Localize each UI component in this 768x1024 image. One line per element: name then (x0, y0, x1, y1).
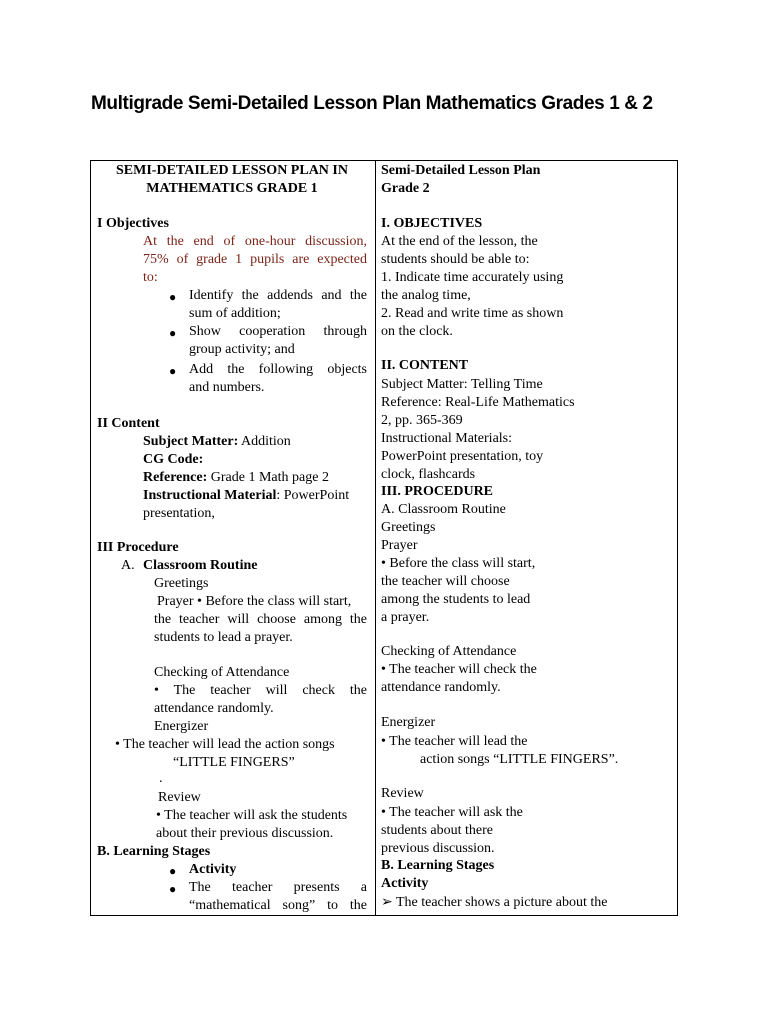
grade1-activity-label: Activity (189, 862, 237, 877)
grade1-routine-letter: A. (121, 558, 135, 573)
grade2-objective-line-5: 2. Read and write time as shown (381, 306, 564, 321)
bullet-icon: ● (169, 326, 177, 340)
grade2-procedure-line-3: Prayer (381, 538, 418, 553)
grade2-review-line-3: students about there (381, 823, 493, 838)
grade1-objective-1-a: Identify the addends and the (189, 288, 367, 303)
grade2-procedure-line-6: among the students to lead (381, 592, 531, 607)
grade1-instructional-material (143, 487, 349, 505)
grade1-objectives-intro-3: to: (143, 270, 158, 285)
grade2-energizer-line-3: action songs “LITTLE FINGERS”. (420, 752, 619, 767)
grade2-procedure-line-1: A. Classroom Routine (381, 502, 506, 517)
grade1-prayer-3: students to lead a prayer. (154, 630, 293, 645)
grade1-objective-2-b: group activity; and (189, 342, 295, 357)
grade2-heading-line1: Semi-Detailed Lesson Plan (381, 163, 541, 178)
grade2-content-line-4: Instructional Materials: (381, 431, 513, 446)
grade2-activity-heading: Activity (381, 876, 429, 891)
grade2-heading-line2: Grade 2 (381, 181, 430, 196)
grade1-activity-1: The teacher presents a (189, 880, 367, 895)
grade1-heading-line1: SEMI-DETAILED LESSON PLAN IN (116, 163, 348, 178)
grade1-attendance-heading: Checking of Attendance (154, 665, 290, 680)
grade1-review-heading: Review (158, 790, 201, 805)
grade2-stages-heading: B. Learning Stages (381, 858, 495, 873)
grade2-content-line-6: clock, flashcards (381, 467, 476, 482)
grade1-instructional-material-2: presentation, (143, 506, 215, 521)
reference-label: Reference: (143, 470, 208, 485)
grade1-objectives-intro-1: At the end of one-hour discussion, (143, 234, 367, 249)
grade1-attendance-1: • The teacher will check the (154, 683, 367, 698)
grade1-energizer-1: • The teacher will lead the action songs (115, 737, 335, 752)
grade2-energizer-line-2: • The teacher will lead the (381, 734, 528, 749)
grade2-content-heading: II. CONTENT (381, 358, 469, 373)
grade1-energizer-2: “LITTLE FINGERS” (173, 755, 295, 770)
grade2-review-line-2: • The teacher will ask the (381, 805, 523, 820)
grade1-energizer-dot: . (159, 771, 163, 786)
grade2-procedure-heading: III. PROCEDURE (381, 484, 494, 499)
grade1-prayer-1: Prayer • Before the class will start, (157, 594, 352, 609)
grade1-subject-matter (143, 433, 291, 451)
grade2-objective-line-3: 1. Indicate time accurately using (381, 270, 564, 285)
grade2-objective-line-4: the analog time, (381, 288, 471, 303)
grade1-procedure-heading: III Procedure (97, 540, 179, 555)
grade1-review-1: • The teacher will ask the students (156, 808, 348, 823)
grade1-review-2: about their previous discussion. (156, 826, 334, 841)
grade2-content-line-2: Reference: Real-Life Mathematics (381, 395, 575, 410)
grade1-energizer-heading: Energizer (154, 719, 209, 734)
grade2-procedure-line-4: • Before the class will start, (381, 556, 536, 571)
grade1-objective-3-b: and numbers. (189, 380, 265, 395)
grade2-objective-line-2: students should be able to: (381, 252, 530, 267)
grade2-content-line-1: Subject Matter: Telling Time (381, 377, 543, 392)
grade1-routine-label: Classroom Routine (143, 558, 258, 573)
grade2-procedure-line-2: Greetings (381, 520, 436, 535)
subject-label: Subject Matter: (143, 434, 239, 449)
grade1-objective-1-b: sum of addition; (189, 306, 281, 321)
grade2-attendance-line-2: • The teacher will check the (381, 662, 537, 677)
bullet-icon: ● (169, 864, 177, 878)
grade2-objectives-heading: I. OBJECTIVES (381, 216, 483, 231)
grade2-procedure-line-5: the teacher will choose (381, 574, 510, 589)
grade2-review-line-4: previous discussion. (381, 841, 495, 856)
grade1-reference (143, 469, 329, 487)
bullet-icon: ● (169, 364, 177, 378)
grade2-attendance-line-3: attendance randomly. (381, 680, 501, 695)
grade1-attendance-2: attendance randomly. (154, 701, 274, 716)
grade2-objective-line-6: on the clock. (381, 324, 453, 339)
grade2-activity-line-1: ➢ The teacher shows a picture about the (381, 895, 608, 910)
grade2-content-line-3: 2, pp. 365-369 (381, 413, 463, 428)
grade1-activity-2: “mathematical song” to the (189, 898, 367, 913)
grade1-stages-heading: B. Learning Stages (97, 844, 211, 859)
subject-value: Addition (240, 434, 291, 449)
grade1-objective-3-a: Add the following objects (189, 362, 367, 377)
grade1-objective-2-a: Show cooperation through (189, 324, 367, 339)
lesson-plan-table (90, 160, 678, 916)
grade2-content-line-5: PowerPoint presentation, toy (381, 449, 544, 464)
grade2-energizer-line-1: Energizer (381, 715, 436, 730)
grade1-heading-line2: MATHEMATICS GRADE 1 (146, 181, 318, 196)
grade2-procedure-line-7: a prayer. (381, 610, 430, 625)
grade2-review-line-1: Review (381, 786, 424, 801)
grade1-objectives-heading: I Objectives (97, 216, 169, 231)
grade1-greetings: Greetings (154, 576, 209, 591)
grade1-content-heading: II Content (97, 416, 160, 431)
grade1-prayer-2: the teacher will choose among the (154, 612, 367, 627)
bullet-icon: ● (169, 882, 177, 896)
grade2-attendance-line-1: Checking of Attendance (381, 644, 517, 659)
grade1-cg-code: CG Code: (143, 452, 204, 467)
grade1-objectives-intro-2: 75% of grade 1 pupils are expected (143, 252, 367, 267)
material-value: : PowerPoint (276, 488, 350, 503)
material-label: Instructional Material (143, 488, 277, 503)
document-title: Multigrade Semi-Detailed Lesson Plan Mathematics Grades 1 & 2 (91, 93, 653, 114)
reference-value: Grade 1 Math page 2 (210, 470, 329, 485)
bullet-icon: ● (169, 290, 177, 304)
grade2-objective-line-1: At the end of the lesson, the (381, 234, 538, 249)
column-divider (375, 161, 376, 915)
